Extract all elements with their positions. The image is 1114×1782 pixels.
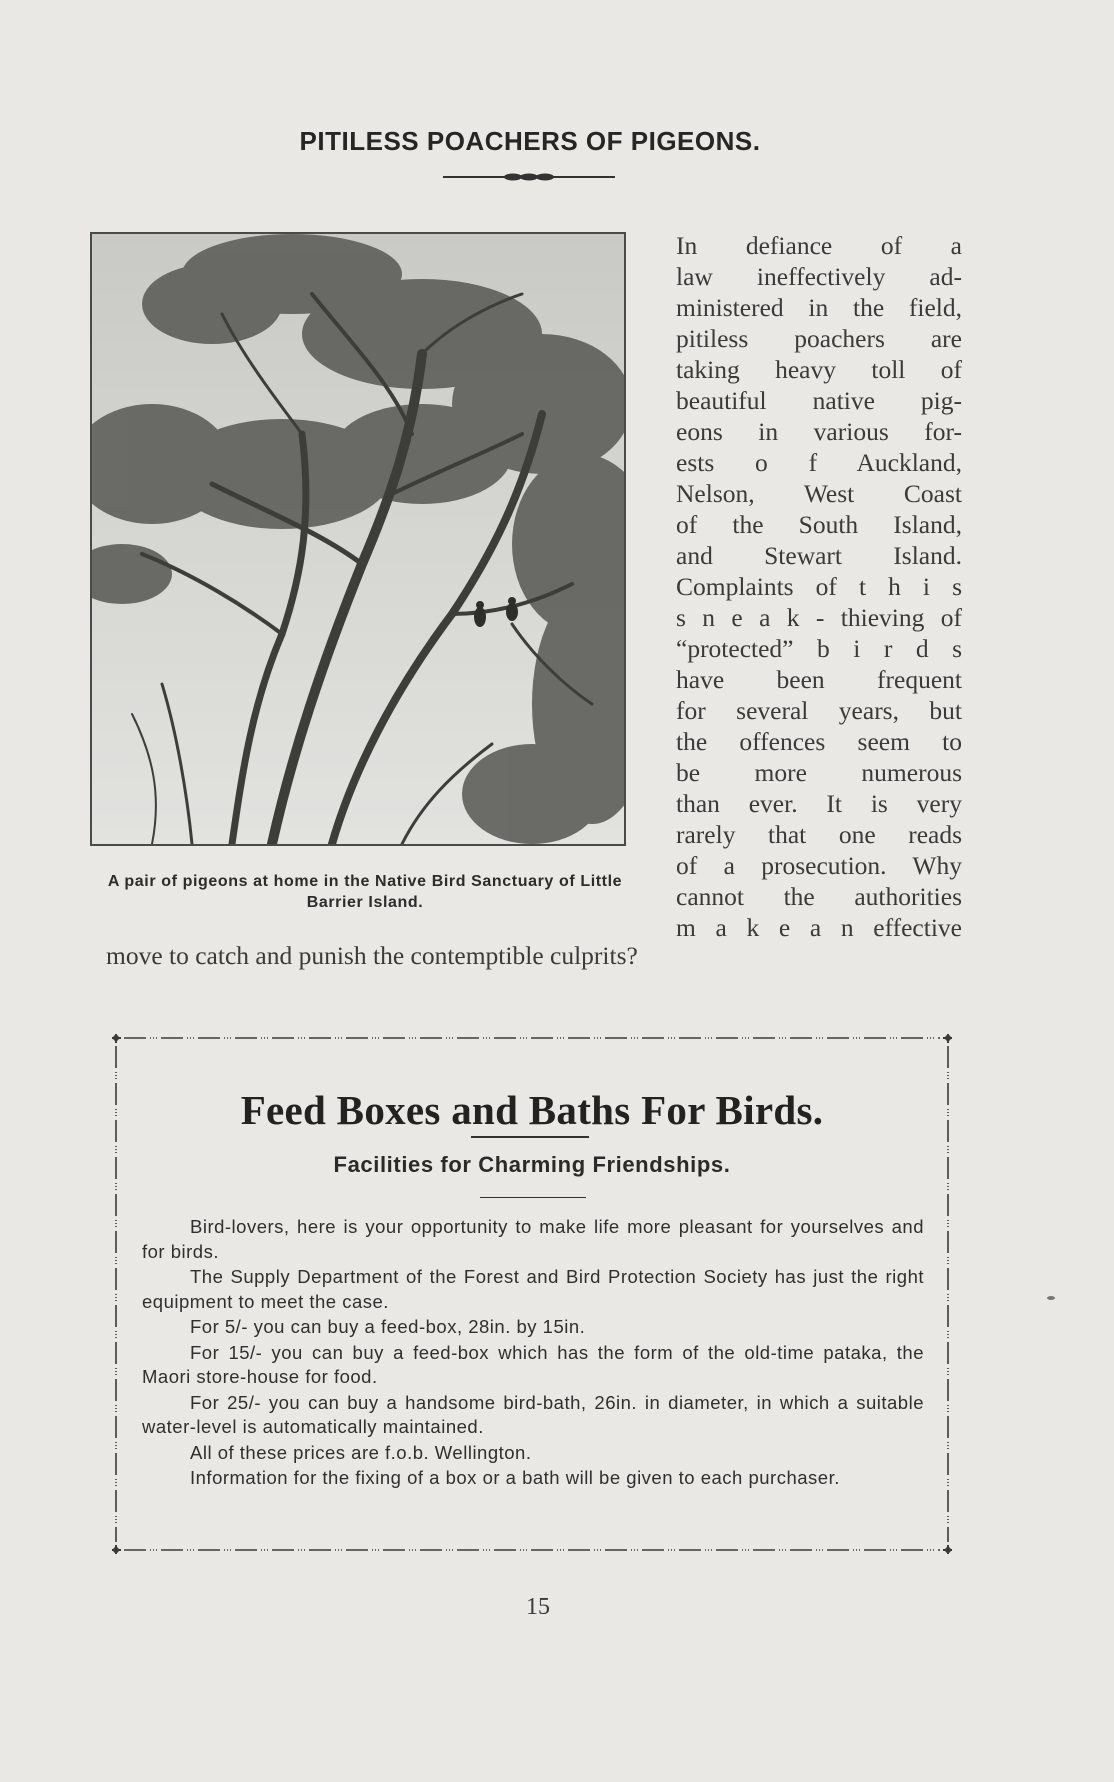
ad-paragraph: The Supply Department of the Forest and Bird Protection Society has just the right equipment to meet the case.: [142, 1266, 924, 1312]
advertisement-box: [112, 1034, 952, 1554]
article-line: law ineffectively ad-: [676, 262, 962, 291]
article-line: have been frequent: [676, 665, 962, 694]
ad-paragraph: For 15/- you can buy a feed-box which has the form of the old-time pataka, the Maori store-house for food.: [142, 1341, 924, 1387]
article-line: taking heavy toll of: [676, 355, 962, 384]
article-line: s n e a k - thieving of: [676, 603, 962, 632]
article-line: be more numerous: [676, 758, 962, 787]
pigeon-photo: [90, 232, 626, 846]
ad-paragraph: For 5/- you can buy a feed-box, 28in. by 15in.: [190, 1316, 586, 1337]
article-line: than ever. It is very: [676, 789, 962, 818]
article-line: and Stewart Island.: [676, 541, 962, 570]
article-title: PITILESS POACHERS OF PIGEONS.: [299, 126, 761, 156]
paper-speck: [1047, 1296, 1055, 1300]
article-line: the offences seem to: [676, 727, 962, 756]
article-line: eons in various for-: [676, 417, 962, 446]
title-ornament: [443, 170, 615, 184]
subheading-divider: [480, 1197, 586, 1198]
heading-divider: [471, 1136, 589, 1138]
article-line: Nelson, West Coast: [676, 479, 962, 508]
article-line: beautiful native pig-: [676, 386, 962, 415]
photo-caption: A pair of pigeons at home in the Native Bird Sanctuary of Little Barrier Island.: [107, 873, 623, 911]
tree-illustration: [92, 234, 624, 844]
ad-subheading: Facilities for Charming Friendships.: [333, 1152, 731, 1177]
article-line: pitiless poachers are: [676, 324, 962, 353]
ad-paragraph: For 25/- you can buy a handsome bird-bath, 26in. in diameter, in which a suitable water-level is automatically maintained.: [142, 1391, 924, 1437]
article-line: cannot the authorities: [676, 882, 962, 911]
article-line: rarely that one reads: [676, 820, 962, 849]
ad-paragraph: Information for the fixing of a box or a bath will be given to each purchaser.: [190, 1467, 840, 1488]
article-line: m a k e a n effective: [676, 913, 962, 942]
ad-paragraph: All of these prices are f.o.b. Wellington.: [190, 1441, 532, 1463]
ad-paragraph: Bird-lovers, here is your opportunity to make life more pleasant for yourselves and for birds.: [142, 1216, 924, 1262]
ad-body: [142, 1215, 924, 1492]
article-line: “protected” b i r d s: [676, 634, 962, 663]
article-last-line: move to catch and punish the contemptible culprits?: [106, 941, 638, 970]
article-line: of the South Island,: [676, 510, 962, 539]
page-number: 15: [526, 1594, 550, 1620]
article-line: In defiance of a: [676, 231, 962, 260]
article-line: ministered in the field,: [676, 293, 962, 322]
article-body: [676, 230, 962, 943]
article-line: Complaints of t h i s: [676, 572, 962, 601]
article-line: ests o f Auckland,: [676, 448, 962, 477]
article-line: for several years, but: [676, 696, 962, 725]
article-line: of a prosecution. Why: [676, 851, 962, 880]
ad-heading: Feed Boxes and Baths For Birds.: [240, 1087, 824, 1133]
